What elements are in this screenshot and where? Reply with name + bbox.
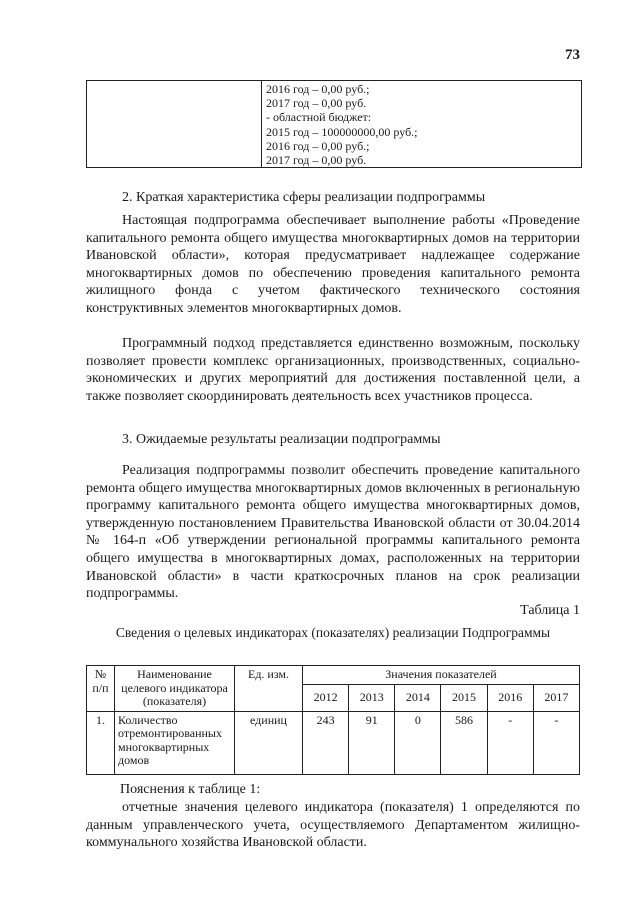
table-label: Таблица 1	[520, 603, 580, 618]
budget-table	[86, 80, 582, 168]
budget-line: 2015 год – 100000000,00 руб.;	[266, 124, 418, 139]
budget-line: - областной бюджет:	[266, 110, 372, 125]
notes-text: отчетные значения целевого индикатора (показателя) 1 определяются по данным управленческого учета, осуществляемого Департаментом жилищно-коммунального хозяйства Ивановской области.	[86, 800, 580, 851]
section2-paragraph-1: Настоящая подпрограмма обеспечивает выполнение работы «Проведение капитального ремонта общего имущества многоквартирных домов на территории Ивановской области», которая предусматривает надлежащее содержание многоквартирных домов по обеспечению проведения капитального ремонта жилищного фонда с учетом фактического технического состояния конструктивных элементов многоквартирных домов.	[86, 213, 580, 316]
table-row	[87, 711, 580, 774]
budget-line: 2016 год – 0,00 руб.;	[266, 82, 370, 96]
year-cell: 2012	[303, 684, 349, 711]
header-values: Значения показателей	[303, 666, 580, 685]
value-cell: 243	[303, 711, 349, 774]
value-cell: -	[533, 711, 579, 774]
indicators-table	[86, 665, 580, 775]
section2-heading: 2. Краткая характеристика сферы реализации подпрограммы	[122, 190, 486, 205]
value-cell: -	[487, 711, 533, 774]
notes-heading: Пояснения к таблице 1:	[120, 782, 261, 797]
budget-line: 2017 год – 0,00 руб.	[266, 96, 367, 111]
budget-line: 2016 год – 0,00 руб.;	[266, 138, 370, 153]
header-num: № п/п	[87, 666, 115, 712]
budget-line: 2017 год – 0,00 руб.	[266, 153, 367, 168]
year-cell: 2014	[395, 684, 441, 711]
table-caption: Сведения о целевых индикаторах (показателях) реализации Подпрограммы	[115, 625, 551, 640]
page-number: 73	[565, 47, 580, 63]
section3-heading: 3. Ожидаемые результаты реализации подпрограммы	[122, 432, 441, 447]
row-name: Количество отремонтированных многоквартирных домов	[115, 711, 235, 774]
section3-paragraph-1: Реализация подпрограммы позволит обеспечить проведение капитального ремонта общего имущества многоквартирных домов включенных в региональную программу капитального ремонта общего имущества многоквартирных домов, утвержденную постановлением Правительства Ивановской области от 30.04.2014 № 164-п «Об утверждении региональной программы капитального ремонта общего имущества в многоквартирных домах, расположенных на территории Ивановской области» в части краткосрочных планов на срок реализации подпрограммы.	[86, 463, 580, 602]
year-cell: 2015	[441, 684, 487, 711]
year-cell: 2017	[533, 684, 579, 711]
value-cell: 91	[349, 711, 395, 774]
row-unit: единиц	[235, 711, 303, 774]
value-cell: 0	[395, 711, 441, 774]
year-cell: 2016	[487, 684, 533, 711]
budget-table-empty-cell	[87, 81, 262, 167]
year-cell: 2013	[349, 684, 395, 711]
header-unit: Ед. изм.	[235, 666, 303, 712]
budget-table-values-cell	[262, 81, 581, 167]
table-header-row	[87, 666, 580, 685]
row-num: 1.	[87, 711, 115, 774]
value-cell: 586	[441, 711, 487, 774]
header-name: Наименование целевого индикатора (показателя)	[115, 666, 235, 712]
section2-paragraph-2: Программный подход представляется единственно возможным, поскольку позволяет провести комплекс организационных, производственных, социально-экономических и других мероприятий для достижения поставленной цели, а также позволяет скоординировать деятельность всех участников процесса.	[86, 336, 580, 404]
